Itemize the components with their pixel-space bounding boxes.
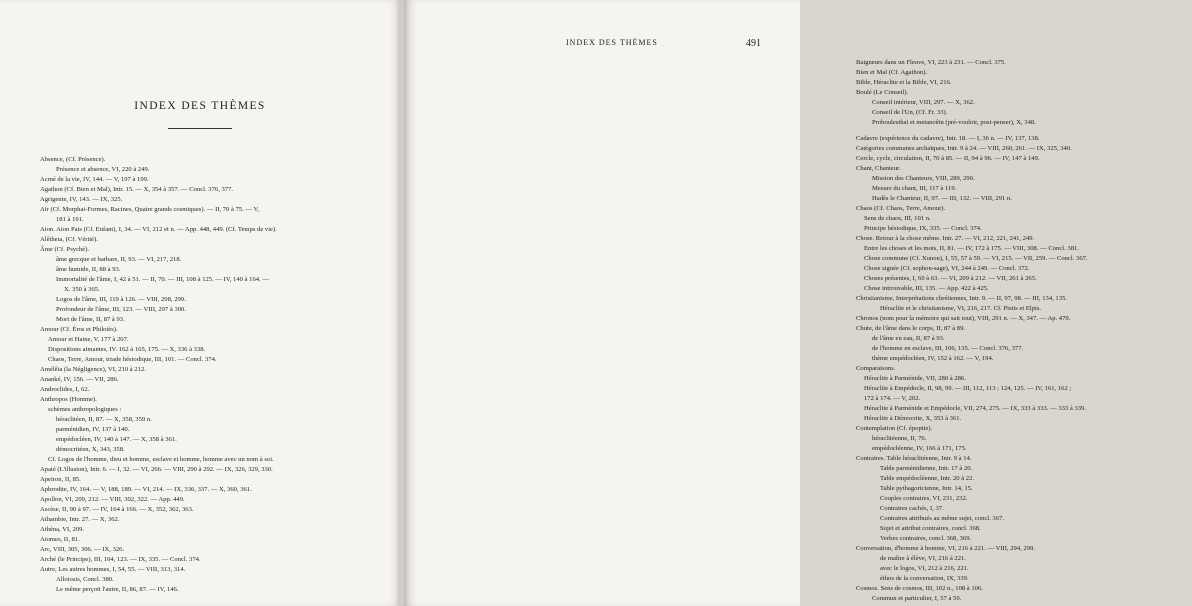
index-entry: Boulé (Le Conseil). (856, 89, 909, 96)
index-entry: Immortalité de l'âme, I, 42 à 51. — II, 70. — III, 108 à 125. — IV, 140 à 164. — (56, 276, 269, 283)
index-entry: Chose signée (Cf. sophon-sage), VI, 244 à 249. — Concl. 372. (864, 265, 1030, 272)
index-entry: Bien et Mal (Cf. Agathon). (856, 69, 928, 76)
index-entry: démocritéen, X, 343, 358. (56, 446, 125, 453)
index-entry: Logos de l'âme, III, 119 à 126. — VIII, 298, 299. (56, 296, 186, 303)
running-head: INDEX DES THÈMES (566, 38, 658, 47)
index-entry: Catégories communes archaïques, Intr. 9 à 24. — VIII, 260, 261. — IX, 325, 340. (856, 145, 1072, 152)
index-entry: Cosmos. Sens de cosmos, III, 102 n., 108 à 106. (856, 585, 983, 592)
index-entry: Dispositions aimantes, IV. 162 à 165, 175. — X, 336 à 338. (48, 346, 206, 353)
index-entry: âme grecque et barbare, II, 93. — VI, 217, 218. (56, 256, 182, 263)
index-entry: Agrigente, IV, 143. — IX, 325. (40, 196, 123, 203)
index-entry: Mort de l'âme, II, 87 à 93. (56, 316, 125, 323)
index-entry: Air (Cf. Morphai-Formes, Racines, Quatre grands cosmiques). — II, 70 à 75. — V, (40, 206, 260, 213)
index-entry: Conversation, d'homme à homme, VI, 216 à 221. — VIII, 294, 299. (856, 545, 1035, 552)
index-entry: Acmé de la vie, IV, 144. — V, 197 à 199. (40, 176, 149, 183)
index-entry: X. 350 à 365. (64, 286, 100, 293)
index-entry: parménidien, IV, 137 à 140. (56, 426, 130, 433)
index-entry: avec le logos, VI, 212 à 216, 221. (880, 565, 969, 572)
index-entry: Ananké, IV, 156. — VII, 286. (40, 376, 119, 383)
index-entry: Athéna, VI, 209. (40, 526, 85, 533)
index-entry: Contemplation (Cf. époptie). (856, 425, 933, 432)
index-entry: empédocléenne, IV, 166 à 171, 175. (872, 445, 967, 452)
index-entry: Héraclite à Empédocle, II, 98, 99. — III, 112, 113 ; 124, 125. — IV, 161, 162 ; (864, 385, 1072, 392)
index-entry: Androclides, I, 62. (40, 386, 90, 393)
index-entry: Héraclite à Parménide, VII, 280 à 286. (864, 375, 966, 382)
left-index-column (40, 155, 392, 595)
index-entry: de l'homme en esclave, III, 106, 135. — Concl. 376, 377. (872, 345, 1024, 352)
page-title: INDEX DES THÈMES (134, 100, 266, 112)
index-entry: Chronos (nom pour la mémoire qui sait tout), VIII, 291 n. — X, 347. — Ap. 479. (856, 315, 1071, 322)
index-entry: Apeiron, II, 85. (40, 476, 81, 483)
index-entry: Aphrodite, IV, 164. — V, 188, 189. — VI, 214. — IX, 336, 337. — X, 360, 361. (40, 486, 252, 493)
index-entry: Cf. Logos de l'homme, dieu et homme, esclave et homme, homme avec un nom à soi. (48, 456, 274, 463)
index-entry: Chant, Chanteur. (856, 165, 901, 172)
index-entry: Profondeur de l'âme, III, 123. — VIII, 297 à 300. (56, 306, 186, 313)
index-entry: Table pythagoricienne, Intr. 14, 15. (880, 485, 973, 492)
index-entry: héraclitéenne, II, 76. (872, 435, 927, 442)
index-entry: empédocléen, IV, 140 à 147. — X, 358 à 361. (56, 436, 177, 443)
index-entry: Chaos (Cf. Chaos, Terre, Amour). (856, 205, 946, 212)
index-entry: Amour et Haine, V, 177 à 207. (48, 336, 129, 343)
index-entry: Principe hésiodique, IX, 335. — Concl. 374. (864, 225, 982, 232)
index-entry: Contraires cachés, I, 37. (880, 505, 944, 512)
index-entry: Chute, de l'âme dans le corps, II, 87 à 89. (856, 325, 966, 332)
index-entry: Atomes, II, 81. (40, 536, 80, 543)
index-entry: Bible, Héraclite et la Bible, VI, 216. (856, 79, 952, 86)
index-entry: Sens de chaos, III, 101 n. (864, 215, 931, 222)
index-entry: Amélêia (la Négligence), VI, 210 à 212. (40, 366, 146, 373)
index-entry: schèmes anthropologiques : (48, 406, 122, 413)
index-entry: Chose commune (Cf. Xunon), I, 55, 57 à 59. — VI, 215. — VII, 259. — Concl. 367. (864, 255, 1088, 262)
index-entry: Arc, VIII, 305, 306. — IX, 326. (40, 546, 125, 553)
index-entry: Comparaisons. (856, 365, 896, 372)
index-entry: Entre les choses et les mots, II, 81. — IV, 172 à 175. — VIII, 308. — Concl. 381. (864, 245, 1079, 252)
index-entry: Alêtheia, (Cf. Vérité). (40, 236, 98, 243)
index-entry: Conseil intérieur, VIII, 297. — X, 362. (872, 99, 975, 106)
index-entry: Âme (Cf. Psyché). (40, 246, 90, 253)
index-entry: Présence et absence, VI, 220 à 249. (56, 166, 150, 173)
index-entry: thème empédocléen, IV, 152 à 162. — V, 194. (872, 355, 994, 362)
index-entry: Ascèse, II, 90 à 97. — IV, 164 à 166. — X, 352, 362, 363. (40, 506, 194, 513)
index-entry: de l'âme en eau, II, 87 à 93. (872, 335, 945, 342)
index-entry: Chaos, Terre, Amour, triade hésiodique, III, 101. — Concl. 374. (48, 356, 217, 363)
index-entry: Conseil de l'Un, (Cf. Fr. 33). (872, 109, 948, 116)
index-entry: Couples contraires, VI, 231, 232. (880, 495, 968, 502)
index-entry: Contraires attribués au même sujet, concl. 367. (880, 515, 1004, 522)
index-entry: Choses présentes, I, 60 à 63. — VI, 209 à 212. — VII, 261 à 265. (864, 275, 1037, 282)
index-entry: éthos de la conversation, IX, 339. (880, 575, 969, 582)
title-rule (168, 128, 232, 129)
index-entry: Anthropos (Homme). (40, 396, 97, 403)
index-entry: Aion. Aion Pais (Cf. Enfant), I, 34. — VI, 212 et n. — App. 448, 449. (Cf. Temps de vie). (40, 226, 277, 233)
index-entry: Héraclite et le christianisme, VI, 216, 217. Cf. Pistis et Elpis. (880, 305, 1042, 312)
index-entry: de maître à élève, VI, 216 à 221. (880, 555, 966, 562)
index-entry: Table empédocléenne, Intr. 20 à 22. (880, 475, 975, 482)
index-entry: Agathon (Cf. Bien et Mal), Intr. 15. — X, 354 à 357. — Concl. 376, 377. (40, 186, 234, 193)
left-page (0, 0, 400, 606)
index-entry: Apollon, VI, 209, 212. — VIII, 302, 322. — App. 449. (40, 496, 185, 503)
index-entry: Hadès le Chanteur, II, 97. — III, 132. — VIII, 291 n. (872, 195, 1012, 202)
right-page (404, 0, 1088, 606)
index-entry: Autre, Les autres hommes, I, 54, 55. — VIII, 313, 314. (40, 566, 186, 573)
index-entry: Chose. Retour à la chose même. Intr. 27. — VI, 212, 221, 241, 249. (856, 235, 1035, 242)
index-entry: Cercle, cycle, circulation, II, 70 à 85. — II, 94 à 96. — IV, 147 à 149. (856, 155, 1040, 162)
index-entry: héraclitéen, II, 87. — X, 358, 359 n. (56, 416, 152, 423)
index-entry: Apaté (L'illusion), Intr. 6. — I, 32. — VI, 266. — VIII, 290 à 292. — IX, 326, 329, 330. (40, 466, 273, 473)
index-entry: Mission des Chanteurs, VIII, 289, 290. (872, 175, 975, 182)
index-entry: Arché (le Principe), III, 104, 123. — IX, 335. — Concl. 374. (40, 556, 201, 563)
index-entry: 172 à 174. — V, 202. (864, 395, 921, 402)
index-entry: Commun et particulier, I, 57 à 59. (872, 595, 962, 602)
index-entry: Verbes contraires, concl. 368, 369. (880, 535, 972, 542)
index-entry: Héraclite à Démocrite, X, 353 à 361. (864, 415, 962, 422)
index-entry: Athambie, Intr. 27. — X, 362. (40, 516, 120, 523)
page-number: 491 (746, 38, 761, 49)
index-entry: Sujet et attribut contraires, concl. 368. (880, 525, 981, 532)
index-entry: Chose introuvable, III, 135. — App. 422 à 425. (864, 285, 989, 292)
index-entry: Amour (Cf. Éros et Philotès). (40, 326, 118, 333)
index-entry: Cadavre (expérience du cadavre), Intr. 18. — I, 36 n. — IV, 137, 138. (856, 135, 1040, 142)
index-entry: âme humide, II, 88 à 93. (56, 266, 121, 273)
index-entry: Proboulesthai et metanoêin (pré-vouloir, post-penser), X, 348. (872, 119, 1036, 126)
right-index-column (856, 58, 1192, 604)
index-entry: Héraclite à Parménide et Empédocle, VII, 274, 275. — IX, 333 à 333. — 333 à 339. (864, 405, 1086, 412)
index-entry: Mesure du chant, III, 117 à 119. (872, 185, 957, 192)
index-entry: Absence, (Cf. Présence). (40, 156, 106, 163)
index-entry: Alloiosis, Concl. 380. (56, 576, 114, 583)
index-entry: Christianisme, Interprétations chrétiennes, Intr. 9. — II, 97, 98. — III, 134, 135. (856, 295, 1067, 302)
index-entry: Contraires. Table héraclitéenne, Intr. 9 à 14. (856, 455, 972, 462)
index-entry: 181 à 191. (56, 216, 84, 223)
index-entry: Le même perçoit l'autre, II, 86, 87. — IV, 146. (56, 586, 179, 593)
index-entry: Baigneurs dans un Fleuve, VI, 223 à 231. — Concl. 375. (856, 59, 1006, 66)
index-entry: Table parménidienne, Intr. 17 à 20. (880, 465, 973, 472)
